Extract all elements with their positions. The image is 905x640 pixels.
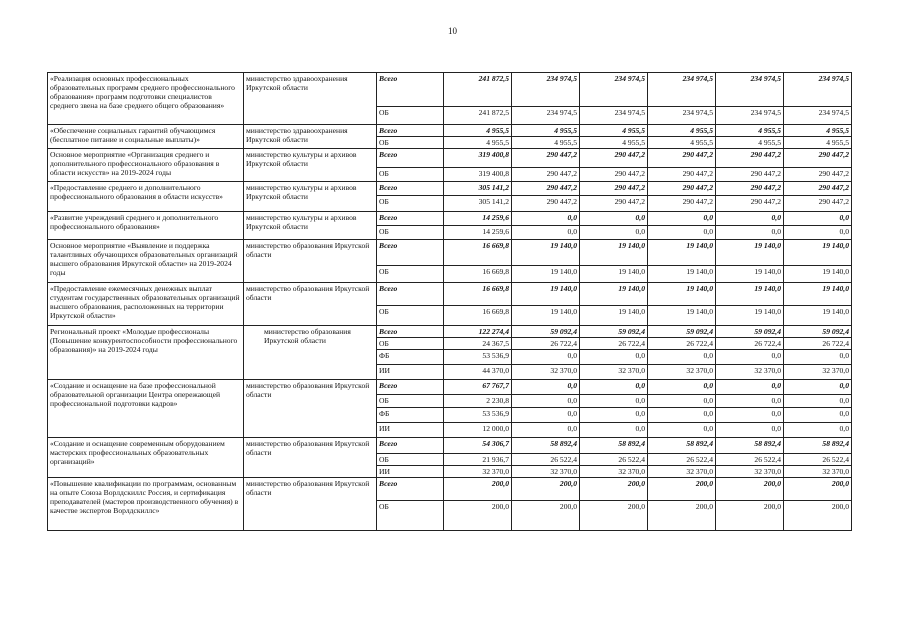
table-body bbox=[48, 73, 852, 531]
funding-source: Всего bbox=[377, 182, 444, 196]
measure-name: Основное мероприятие «Организация среднего и дополнительного профессионального образования в области искусств» на 2019-2024 годы bbox=[50, 150, 220, 177]
amount-cell: 290 447,2 bbox=[716, 149, 784, 168]
amount-cell: 0,0 bbox=[784, 423, 852, 438]
amount-cell: 26 522,4 bbox=[784, 454, 852, 466]
amount-cell: 319 400,8 bbox=[444, 168, 512, 182]
table-row bbox=[48, 326, 852, 338]
amount-cell: 32 370,0 bbox=[784, 365, 852, 380]
measure-name-cell bbox=[48, 438, 244, 478]
amount-cell: 0,0 bbox=[784, 350, 852, 365]
amount-cell: 0,0 bbox=[512, 408, 580, 423]
amount-cell: 234 974,5 bbox=[648, 73, 716, 107]
amount-cell: 0,0 bbox=[512, 423, 580, 438]
table-row bbox=[48, 73, 852, 107]
amount-cell: 26 522,4 bbox=[716, 454, 784, 466]
amount-cell: 0,0 bbox=[648, 350, 716, 365]
table-row bbox=[48, 478, 852, 501]
amount-cell: 59 092,4 bbox=[784, 326, 852, 338]
amount-cell: 0,0 bbox=[784, 226, 852, 240]
amount-cell: 19 140,0 bbox=[512, 266, 580, 283]
amount-cell: 0,0 bbox=[512, 212, 580, 226]
amount-cell: 0,0 bbox=[784, 212, 852, 226]
amount-cell: 19 140,0 bbox=[784, 283, 852, 306]
amount-cell: 4 955,5 bbox=[580, 137, 648, 149]
responsible-executor: министерство культуры и архивов Иркутской области bbox=[246, 183, 357, 201]
funding-source: Всего bbox=[377, 73, 444, 107]
funding-source: Всего bbox=[377, 149, 444, 168]
amount-cell: 2 230,8 bbox=[444, 395, 512, 408]
funding-source: ОБ bbox=[377, 338, 444, 350]
amount-cell: 200,0 bbox=[648, 478, 716, 501]
amount-cell: 0,0 bbox=[580, 408, 648, 423]
amount-cell: 59 092,4 bbox=[716, 326, 784, 338]
amount-cell: 19 140,0 bbox=[784, 266, 852, 283]
amount-cell: 0,0 bbox=[580, 423, 648, 438]
amount-cell: 0,0 bbox=[512, 226, 580, 240]
table-row bbox=[48, 125, 852, 137]
amount-cell: 24 367,5 bbox=[444, 338, 512, 350]
amount-cell: 0,0 bbox=[648, 226, 716, 240]
amount-cell: 0,0 bbox=[580, 212, 648, 226]
amount-cell: 19 140,0 bbox=[716, 266, 784, 283]
measure-name-cell bbox=[48, 182, 244, 212]
amount-cell: 53 536,9 bbox=[444, 350, 512, 365]
amount-cell: 0,0 bbox=[512, 395, 580, 408]
amount-cell: 19 140,0 bbox=[512, 283, 580, 306]
amount-cell: 0,0 bbox=[716, 350, 784, 365]
amount-cell: 19 140,0 bbox=[716, 306, 784, 326]
amount-cell: 32 370,0 bbox=[648, 365, 716, 380]
amount-cell: 241 872,5 bbox=[444, 107, 512, 125]
amount-cell: 44 370,0 bbox=[444, 365, 512, 380]
funding-source: ОБ bbox=[377, 266, 444, 283]
amount-cell: 4 955,5 bbox=[444, 137, 512, 149]
amount-cell: 0,0 bbox=[648, 423, 716, 438]
amount-cell: 19 140,0 bbox=[716, 240, 784, 266]
amount-cell: 234 974,5 bbox=[716, 107, 784, 125]
amount-cell: 4 955,5 bbox=[648, 137, 716, 149]
responsible-executor: министерство образования Иркутской области bbox=[246, 241, 370, 259]
amount-cell: 0,0 bbox=[580, 350, 648, 365]
amount-cell: 19 140,0 bbox=[784, 240, 852, 266]
measure-name-cell bbox=[48, 240, 244, 283]
amount-cell: 19 140,0 bbox=[580, 306, 648, 326]
funding-source: Всего bbox=[377, 438, 444, 454]
funding-source: ИИ bbox=[377, 423, 444, 438]
amount-cell: 19 140,0 bbox=[648, 306, 716, 326]
funding-source: ОБ bbox=[377, 137, 444, 149]
amount-cell: 200,0 bbox=[716, 501, 784, 531]
responsible-cell bbox=[244, 212, 377, 240]
responsible-cell bbox=[244, 125, 377, 149]
amount-cell: 4 955,5 bbox=[784, 137, 852, 149]
measure-name: «Развитие учреждений среднего и дополнительного профессионального образования» bbox=[50, 213, 219, 231]
amount-cell: 4 955,5 bbox=[716, 125, 784, 137]
measure-name: «Обеспечение социальных гарантий обучающимся (бесплатное питание и социальные выплаты)» bbox=[50, 126, 216, 144]
amount-cell: 0,0 bbox=[648, 212, 716, 226]
amount-cell: 234 974,5 bbox=[716, 73, 784, 107]
measure-name: Основное мероприятие «Выявление и поддержка талантливых обучающихся образовательных организаций высшего образования Иркутской области» на 2019-2024 годы bbox=[50, 241, 238, 277]
amount-cell: 290 447,2 bbox=[648, 196, 716, 212]
amount-cell: 58 892,4 bbox=[784, 438, 852, 454]
amount-cell: 32 370,0 bbox=[580, 466, 648, 478]
amount-cell: 200,0 bbox=[784, 501, 852, 531]
table-row bbox=[48, 212, 852, 226]
table-row bbox=[48, 283, 852, 306]
responsible-cell bbox=[244, 438, 377, 478]
responsible-executor: министерство образования Иркутской области bbox=[246, 439, 370, 457]
amount-cell: 54 306,7 bbox=[444, 438, 512, 454]
amount-cell: 32 370,0 bbox=[512, 365, 580, 380]
responsible-cell bbox=[244, 149, 377, 182]
amount-cell: 4 955,5 bbox=[580, 125, 648, 137]
responsible-cell bbox=[244, 283, 377, 326]
measure-name-cell bbox=[48, 125, 244, 149]
table-row bbox=[48, 182, 852, 196]
amount-cell: 26 722,4 bbox=[784, 338, 852, 350]
amount-cell: 290 447,2 bbox=[512, 196, 580, 212]
responsible-cell bbox=[244, 73, 377, 125]
amount-cell: 290 447,2 bbox=[580, 182, 648, 196]
amount-cell: 290 447,2 bbox=[512, 168, 580, 182]
amount-cell: 19 140,0 bbox=[512, 240, 580, 266]
table-row bbox=[48, 380, 852, 395]
amount-cell: 0,0 bbox=[784, 380, 852, 395]
amount-cell: 19 140,0 bbox=[784, 306, 852, 326]
amount-cell: 26 722,4 bbox=[580, 338, 648, 350]
responsible-executor: министерство образования Иркутской области bbox=[246, 284, 370, 302]
measure-name: «Создание и оснащение на базе профессиональной образовательной организации Центра опережающей профессиональной подготовки кадров» bbox=[50, 381, 221, 408]
amount-cell: 4 955,5 bbox=[784, 125, 852, 137]
amount-cell: 21 936,7 bbox=[444, 454, 512, 466]
measure-name: «Предоставление среднего и дополнительного профессионального образования в области искусств» bbox=[50, 183, 223, 201]
amount-cell: 26 722,4 bbox=[716, 338, 784, 350]
amount-cell: 26 522,4 bbox=[580, 454, 648, 466]
amount-cell: 234 974,5 bbox=[580, 73, 648, 107]
amount-cell: 290 447,2 bbox=[648, 168, 716, 182]
amount-cell: 290 447,2 bbox=[648, 182, 716, 196]
measure-name: «Создание и оснащение современным оборудованием мастерских профессиональных образовательных организаций» bbox=[50, 439, 225, 466]
amount-cell: 290 447,2 bbox=[512, 182, 580, 196]
measure-name-cell bbox=[48, 380, 244, 438]
measure-name-cell bbox=[48, 212, 244, 240]
amount-cell: 290 447,2 bbox=[716, 196, 784, 212]
amount-cell: 200,0 bbox=[784, 478, 852, 501]
amount-cell: 53 536,9 bbox=[444, 408, 512, 423]
amount-cell: 290 447,2 bbox=[580, 196, 648, 212]
funding-source: Всего bbox=[377, 283, 444, 306]
measure-name-cell bbox=[48, 73, 244, 125]
funding-source: ОБ bbox=[377, 107, 444, 125]
amount-cell: 16 669,8 bbox=[444, 283, 512, 306]
amount-cell: 58 892,4 bbox=[716, 438, 784, 454]
responsible-executor: министерство образования Иркутской области bbox=[246, 479, 370, 497]
amount-cell: 32 370,0 bbox=[648, 466, 716, 478]
amount-cell: 290 447,2 bbox=[784, 168, 852, 182]
amount-cell: 58 892,4 bbox=[580, 438, 648, 454]
amount-cell: 0,0 bbox=[716, 408, 784, 423]
funding-source: ОБ bbox=[377, 395, 444, 408]
measure-name: «Повышение квалификации по программам, основанным на опыте Союза Ворлдскиллс Россия, и сертификация преподавателей (мастеров производственного обучения) в качестве экспертов Ворлдскиллс» bbox=[50, 479, 239, 515]
amount-cell: 200,0 bbox=[512, 501, 580, 531]
funding-source: ИИ bbox=[377, 466, 444, 478]
amount-cell: 200,0 bbox=[716, 478, 784, 501]
funding-source: Всего bbox=[377, 478, 444, 501]
amount-cell: 0,0 bbox=[648, 408, 716, 423]
amount-cell: 0,0 bbox=[648, 395, 716, 408]
responsible-executor: министерство образования Иркутской области bbox=[246, 381, 370, 399]
amount-cell: 0,0 bbox=[580, 380, 648, 395]
amount-cell: 26 722,4 bbox=[648, 338, 716, 350]
responsible-cell bbox=[244, 240, 377, 283]
amount-cell: 19 140,0 bbox=[648, 240, 716, 266]
funding-source: Всего bbox=[377, 326, 444, 338]
amount-cell: 290 447,2 bbox=[580, 168, 648, 182]
responsible-executor: министерство образования Иркутской области bbox=[264, 327, 351, 345]
amount-cell: 290 447,2 bbox=[648, 149, 716, 168]
amount-cell: 0,0 bbox=[648, 380, 716, 395]
amount-cell: 12 000,0 bbox=[444, 423, 512, 438]
funding-source: Всего bbox=[377, 240, 444, 266]
amount-cell: 305 141,2 bbox=[444, 196, 512, 212]
amount-cell: 16 669,8 bbox=[444, 266, 512, 283]
amount-cell: 290 447,2 bbox=[784, 182, 852, 196]
amount-cell: 58 892,4 bbox=[648, 438, 716, 454]
responsible-executor: министерство здравоохранения Иркутской области bbox=[246, 74, 348, 92]
amount-cell: 0,0 bbox=[784, 408, 852, 423]
responsible-executor: министерство здравоохранения Иркутской области bbox=[246, 126, 348, 144]
measure-name: «Предоставление ежемесячных денежных выплат студентам государственных образовательных организаций высшего образования, расположенных на территории Иркутской области» bbox=[50, 284, 240, 320]
measure-name-cell bbox=[48, 149, 244, 182]
amount-cell: 290 447,2 bbox=[716, 168, 784, 182]
amount-cell: 200,0 bbox=[580, 501, 648, 531]
amount-cell: 0,0 bbox=[716, 212, 784, 226]
funding-source: ОБ bbox=[377, 226, 444, 240]
responsible-cell bbox=[244, 478, 377, 531]
amount-cell: 19 140,0 bbox=[648, 266, 716, 283]
amount-cell: 14 259,6 bbox=[444, 212, 512, 226]
amount-cell: 32 370,0 bbox=[444, 466, 512, 478]
funding-source: ОБ bbox=[377, 501, 444, 531]
amount-cell: 241 872,5 bbox=[444, 73, 512, 107]
amount-cell: 4 955,5 bbox=[716, 137, 784, 149]
amount-cell: 16 669,8 bbox=[444, 306, 512, 326]
responsible-cell bbox=[244, 326, 377, 380]
amount-cell: 26 522,4 bbox=[512, 454, 580, 466]
amount-cell: 16 669,8 bbox=[444, 240, 512, 266]
amount-cell: 4 955,5 bbox=[512, 137, 580, 149]
amount-cell: 290 447,2 bbox=[716, 182, 784, 196]
amount-cell: 19 140,0 bbox=[580, 266, 648, 283]
amount-cell: 32 370,0 bbox=[716, 365, 784, 380]
responsible-executor: министерство культуры и архивов Иркутской области bbox=[246, 213, 357, 231]
funding-source: Всего bbox=[377, 212, 444, 226]
amount-cell: 200,0 bbox=[444, 478, 512, 501]
amount-cell: 234 974,5 bbox=[512, 107, 580, 125]
amount-cell: 32 370,0 bbox=[512, 466, 580, 478]
responsible-cell bbox=[244, 182, 377, 212]
amount-cell: 58 892,4 bbox=[512, 438, 580, 454]
amount-cell: 32 370,0 bbox=[716, 466, 784, 478]
amount-cell: 0,0 bbox=[512, 350, 580, 365]
measure-name: «Реализация основных профессиональных образовательных программ среднего профессионального образования» программ подготовки специалистов среднего звена на базе среднего общего образования» bbox=[50, 74, 235, 110]
amount-cell: 234 974,5 bbox=[648, 107, 716, 125]
budget-table bbox=[47, 72, 852, 531]
measure-name-cell bbox=[48, 326, 244, 380]
amount-cell: 0,0 bbox=[784, 395, 852, 408]
amount-cell: 59 092,4 bbox=[580, 326, 648, 338]
amount-cell: 19 140,0 bbox=[716, 283, 784, 306]
amount-cell: 59 092,4 bbox=[648, 326, 716, 338]
amount-cell: 59 092,4 bbox=[512, 326, 580, 338]
amount-cell: 234 974,5 bbox=[512, 73, 580, 107]
amount-cell: 0,0 bbox=[580, 395, 648, 408]
amount-cell: 4 955,5 bbox=[444, 125, 512, 137]
amount-cell: 122 274,4 bbox=[444, 326, 512, 338]
table-row bbox=[48, 438, 852, 454]
funding-source: ФБ bbox=[377, 408, 444, 423]
responsible-executor: министерство культуры и архивов Иркутской области bbox=[246, 150, 357, 168]
amount-cell: 0,0 bbox=[512, 380, 580, 395]
amount-cell: 234 974,5 bbox=[580, 107, 648, 125]
amount-cell: 0,0 bbox=[580, 226, 648, 240]
amount-cell: 290 447,2 bbox=[784, 196, 852, 212]
amount-cell: 19 140,0 bbox=[648, 283, 716, 306]
amount-cell: 290 447,2 bbox=[512, 149, 580, 168]
amount-cell: 0,0 bbox=[716, 423, 784, 438]
amount-cell: 200,0 bbox=[444, 501, 512, 531]
funding-source: Всего bbox=[377, 380, 444, 395]
amount-cell: 200,0 bbox=[580, 478, 648, 501]
measure-name: Региональный проект «Молодые профессионалы (Повышение конкурентоспособности профессионального образования)» на 2019-2024 годы bbox=[50, 327, 238, 354]
funding-source: ФБ bbox=[377, 350, 444, 365]
funding-source: ИИ bbox=[377, 365, 444, 380]
responsible-cell bbox=[244, 380, 377, 438]
funding-source: Всего bbox=[377, 125, 444, 137]
amount-cell: 4 955,5 bbox=[512, 125, 580, 137]
funding-source: ОБ bbox=[377, 454, 444, 466]
amount-cell: 0,0 bbox=[716, 226, 784, 240]
amount-cell: 290 447,2 bbox=[580, 149, 648, 168]
amount-cell: 200,0 bbox=[648, 501, 716, 531]
amount-cell: 67 767,7 bbox=[444, 380, 512, 395]
amount-cell: 26 522,4 bbox=[648, 454, 716, 466]
measure-name-cell bbox=[48, 478, 244, 531]
amount-cell: 19 140,0 bbox=[580, 240, 648, 266]
amount-cell: 32 370,0 bbox=[580, 365, 648, 380]
amount-cell: 19 140,0 bbox=[512, 306, 580, 326]
amount-cell: 319 400,8 bbox=[444, 149, 512, 168]
amount-cell: 0,0 bbox=[716, 380, 784, 395]
funding-source: ОБ bbox=[377, 306, 444, 326]
funding-source: ОБ bbox=[377, 196, 444, 212]
amount-cell: 4 955,5 bbox=[648, 125, 716, 137]
amount-cell: 290 447,2 bbox=[784, 149, 852, 168]
amount-cell: 32 370,0 bbox=[784, 466, 852, 478]
table-row bbox=[48, 149, 852, 168]
amount-cell: 0,0 bbox=[716, 395, 784, 408]
amount-cell: 234 974,5 bbox=[784, 107, 852, 125]
amount-cell: 200,0 bbox=[512, 478, 580, 501]
amount-cell: 234 974,5 bbox=[784, 73, 852, 107]
amount-cell: 305 141,2 bbox=[444, 182, 512, 196]
amount-cell: 19 140,0 bbox=[580, 283, 648, 306]
funding-source: ОБ bbox=[377, 168, 444, 182]
measure-name-cell bbox=[48, 283, 244, 326]
amount-cell: 26 722,4 bbox=[512, 338, 580, 350]
page-number: 10 bbox=[448, 26, 457, 36]
table-row bbox=[48, 240, 852, 266]
amount-cell: 14 259,6 bbox=[444, 226, 512, 240]
